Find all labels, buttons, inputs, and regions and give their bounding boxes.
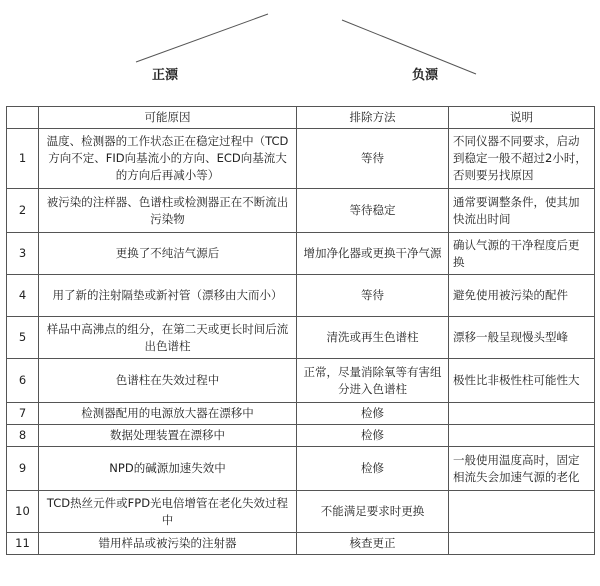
drift-cause-table <box>6 106 595 555</box>
row-note <box>449 425 595 447</box>
negative-drift-line <box>342 20 476 74</box>
negative-drift-label: 负漂 <box>412 68 439 83</box>
table-row <box>7 275 595 317</box>
header-fix: 排除方法 <box>297 107 449 129</box>
table-row <box>7 359 595 403</box>
table-row <box>7 403 595 425</box>
row-fix: 等待稳定 <box>297 189 449 233</box>
row-note: 不同仪器不同要求，启动到稳定一般不超过2小时，否则要另找原因 <box>449 129 595 189</box>
drift-lines <box>0 0 600 100</box>
header-cause: 可能原因 <box>39 107 297 129</box>
table-row <box>7 189 595 233</box>
row-cause: 被污染的注样器、色谱柱或检测器正在不断流出污染物 <box>39 189 297 233</box>
row-cause: 色谱柱在失效过程中 <box>39 359 297 403</box>
row-cause: 样品中高沸点的组分，在第二天或更长时间后流出色谱柱 <box>39 317 297 359</box>
row-cause: NPD的碱源加速失效中 <box>39 447 297 491</box>
row-fix: 清洗或再生色谱柱 <box>297 317 449 359</box>
table-row <box>7 317 595 359</box>
row-fix: 等待 <box>297 129 449 189</box>
row-index: 3 <box>7 233 39 275</box>
row-index: 8 <box>7 425 39 447</box>
drift-direction-diagram <box>0 0 600 100</box>
table-row <box>7 491 595 533</box>
positive-drift-line <box>136 14 268 62</box>
row-index: 2 <box>7 189 39 233</box>
row-fix: 正常，尽量消除氧等有害组分进入色谱柱 <box>297 359 449 403</box>
row-note: 漂移一般呈现慢头型峰 <box>449 317 595 359</box>
table-row <box>7 425 595 447</box>
row-index: 1 <box>7 129 39 189</box>
row-cause: TCD热丝元件或FPD光电倍增管在老化失效过程中 <box>39 491 297 533</box>
row-cause: 更换了不纯洁气源后 <box>39 233 297 275</box>
row-note <box>449 491 595 533</box>
table-row <box>7 233 595 275</box>
row-fix: 等待 <box>297 275 449 317</box>
row-note: 通常要调整条件，使其加快流出时间 <box>449 189 595 233</box>
table-row <box>7 447 595 491</box>
row-note <box>449 403 595 425</box>
row-fix: 检修 <box>297 447 449 491</box>
header-index <box>7 107 39 129</box>
row-index: 5 <box>7 317 39 359</box>
row-note: 确认气源的干净程度后更换 <box>449 233 595 275</box>
row-index: 6 <box>7 359 39 403</box>
row-index: 11 <box>7 533 39 555</box>
row-fix: 核查更正 <box>297 533 449 555</box>
row-fix: 增加净化器或更换干净气源 <box>297 233 449 275</box>
row-cause: 错用样品或被污染的注射器 <box>39 533 297 555</box>
row-cause: 数据处理装置在漂移中 <box>39 425 297 447</box>
row-index: 10 <box>7 491 39 533</box>
row-note <box>449 533 595 555</box>
positive-drift-label: 正漂 <box>152 68 179 83</box>
row-fix: 检修 <box>297 425 449 447</box>
row-fix: 检修 <box>297 403 449 425</box>
table-row <box>7 129 595 189</box>
row-index: 9 <box>7 447 39 491</box>
row-note: 一般使用温度高时，固定相流失会加速气源的老化 <box>449 447 595 491</box>
row-note: 避免使用被污染的配件 <box>449 275 595 317</box>
row-cause: 用了新的注射隔垫或新衬管（漂移由大而小） <box>39 275 297 317</box>
row-index: 7 <box>7 403 39 425</box>
row-cause: 温度、检测器的工作状态正在稳定过程中（TCD方向不定、FID向基流小的方向、ECD向基流大的方向后再减小等） <box>39 129 297 189</box>
row-fix: 不能满足要求时更换 <box>297 491 449 533</box>
row-note: 极性比非极性柱可能性大 <box>449 359 595 403</box>
table-header-row <box>7 107 595 129</box>
row-index: 4 <box>7 275 39 317</box>
header-note: 说明 <box>449 107 595 129</box>
row-cause: 检测器配用的电源放大器在漂移中 <box>39 403 297 425</box>
table-row <box>7 533 595 555</box>
